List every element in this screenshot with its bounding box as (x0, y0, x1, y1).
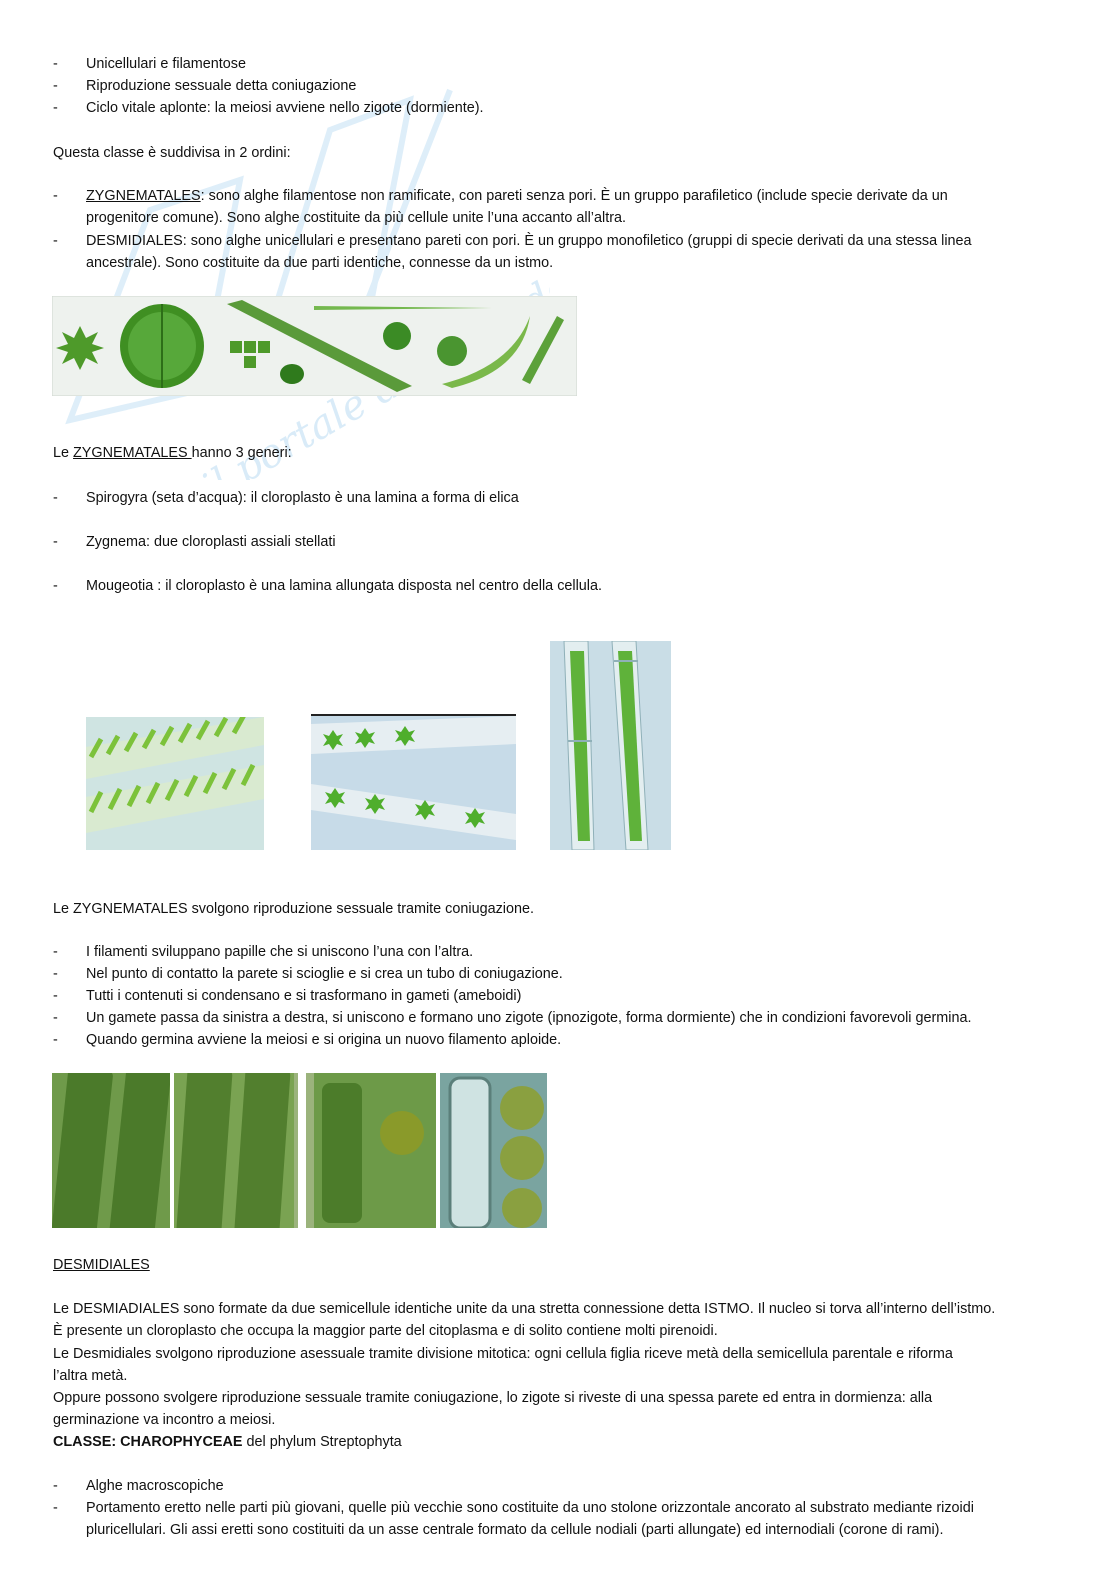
desmidiales-paragraph: germinazione va incontro a meiosi. (53, 1412, 276, 1428)
desmidiales-paragraph: Le Desmidiales svolgono riproduzione asessuale tramite divisione mitotica: ogni cellula figlia riceve metà della semicellula parentale e riforma (53, 1346, 953, 1362)
genera-intro-term: ZYGNEMATALES (73, 445, 192, 461)
dash-marker: - (53, 490, 58, 506)
order-desc-cont: ancestrale). Sono costituite da due parti identiche, connesse da un istmo. (86, 255, 554, 271)
desmidiales-heading: DESMIDIALES (53, 1257, 150, 1273)
bullet-text: Unicellulari e filamentose (86, 56, 246, 72)
dash-marker: - (53, 233, 58, 249)
charophyceae-bullet: Alghe macroscopiche (86, 1478, 224, 1494)
dash-marker: - (53, 56, 58, 72)
dash-marker: - (53, 1010, 58, 1026)
genera-intro (53, 442, 292, 464)
mougeotia-micrograph (550, 641, 671, 850)
desmidiales-paragraph: È presente un cloroplasto che occupa la maggior parte del citoplasma e di solito contiene molti pirenoidi. (53, 1323, 718, 1339)
bullet-text: Ciclo vitale aplonte: la meiosi avviene nello zigote (dormiente). (86, 100, 484, 116)
dash-marker: - (53, 966, 58, 982)
conjugation-step: Tutti i contenuti si condensano e si trasformano in gameti (ameboidi) (86, 988, 522, 1004)
dash-marker: - (53, 78, 58, 94)
genera-intro-after: hanno 3 generi: (191, 445, 292, 461)
conjugation-step: Un gamete passa da sinistra a destra, si uniscono e formano uno zigote (ipnozigote, forma dormiente) che in condizioni favorevoli germina. (86, 1010, 972, 1026)
dash-marker: - (53, 188, 58, 204)
genus-zygnema: Zygnema: due cloroplasti assiali stellati (86, 534, 336, 550)
charophyceae-heading (53, 1431, 402, 1453)
desmidiales-paragraph: Oppure possono svolgere riproduzione sessuale tramite coniugazione, lo zigote si riveste di una spessa parete ed entra in dormienza: alla (53, 1390, 933, 1406)
charophyceae-bullet-cont: pluricellulari. Gli assi eretti sono costituiti da un asse centrale formato da cellule nodiali (parti allungate) ed internodiali (corone di rami). (86, 1522, 944, 1538)
order-desmidiales (86, 230, 972, 252)
bullet-text: Riproduzione sessuale detta coniugazione (86, 78, 357, 94)
order-term: DESMIDIALES (86, 233, 183, 249)
charophyceae-phylum: del phylum Streptophyta (242, 1434, 402, 1450)
desmids-collage-image (52, 296, 577, 396)
order-zygnematales (86, 185, 948, 207)
conjugation-step: Quando germina avviene la meiosi e si origina un nuovo filamento aploide. (86, 1032, 562, 1048)
dash-marker: - (53, 100, 58, 116)
desmidiales-paragraph: l’altra metà. (53, 1368, 128, 1384)
dash-marker: - (53, 988, 58, 1004)
spirogyra-micrograph (86, 717, 264, 850)
conjugation-sequence-image (52, 1073, 547, 1228)
desmidiales-paragraph: Le DESMIADIALES sono formate da due semicellule identiche unite da una stretta connessione detta ISTMO. Il nucleo si torva all’interno dell’istmo. (53, 1301, 996, 1317)
conjugation-step: Nel punto di contatto la parete si scioglie e si crea un tubo di coniugazione. (86, 966, 563, 982)
order-desc: : sono alghe filamentose non ramificate, con pareti senza pori. È un gruppo parafiletico (include specie derivate da un (200, 188, 948, 204)
dash-marker: - (53, 534, 58, 550)
genus-mougeotia: Mougeotia : il cloroplasto è una lamina allungata disposta nel centro della cellula. (86, 578, 602, 594)
charophyceae-bullet: Portamento eretto nelle parti più giovani, quelle più vecchie sono costituite da uno stolone orizzontale ancorato al substrato mediante rizoidi (86, 1500, 974, 1516)
dash-marker: - (53, 1478, 58, 1494)
genus-spirogyra: Spirogyra (seta d’acqua): il cloroplasto è una lamina a forma di elica (86, 490, 519, 506)
order-term: ZYGNEMATALES (86, 188, 201, 204)
dash-marker: - (53, 578, 58, 594)
dash-marker: - (53, 944, 58, 960)
conjugation-intro: Le ZYGNEMATALES svolgono riproduzione sessuale tramite coniugazione. (53, 901, 534, 917)
dash-marker: - (53, 1032, 58, 1048)
conjugation-step: I filamenti sviluppano papille che si uniscono l’una con l’altra. (86, 944, 474, 960)
class-intro: Questa classe è suddivisa in 2 ordini: (53, 145, 291, 161)
dash-marker: - (53, 1500, 58, 1516)
order-desc: : sono alghe unicellulari e presentano pareti con pori. È un gruppo monofiletico (gruppi di specie derivati da una stessa linea (182, 233, 972, 249)
zygnema-micrograph (311, 714, 516, 850)
charophyceae-class-label: CLASSE: CHAROPHYCEAE (53, 1434, 243, 1450)
order-desc-cont: progenitore comune). Sono alghe costituite da più cellule unite l’una accanto all’altra. (86, 210, 626, 226)
genera-intro-before: Le (53, 445, 74, 461)
